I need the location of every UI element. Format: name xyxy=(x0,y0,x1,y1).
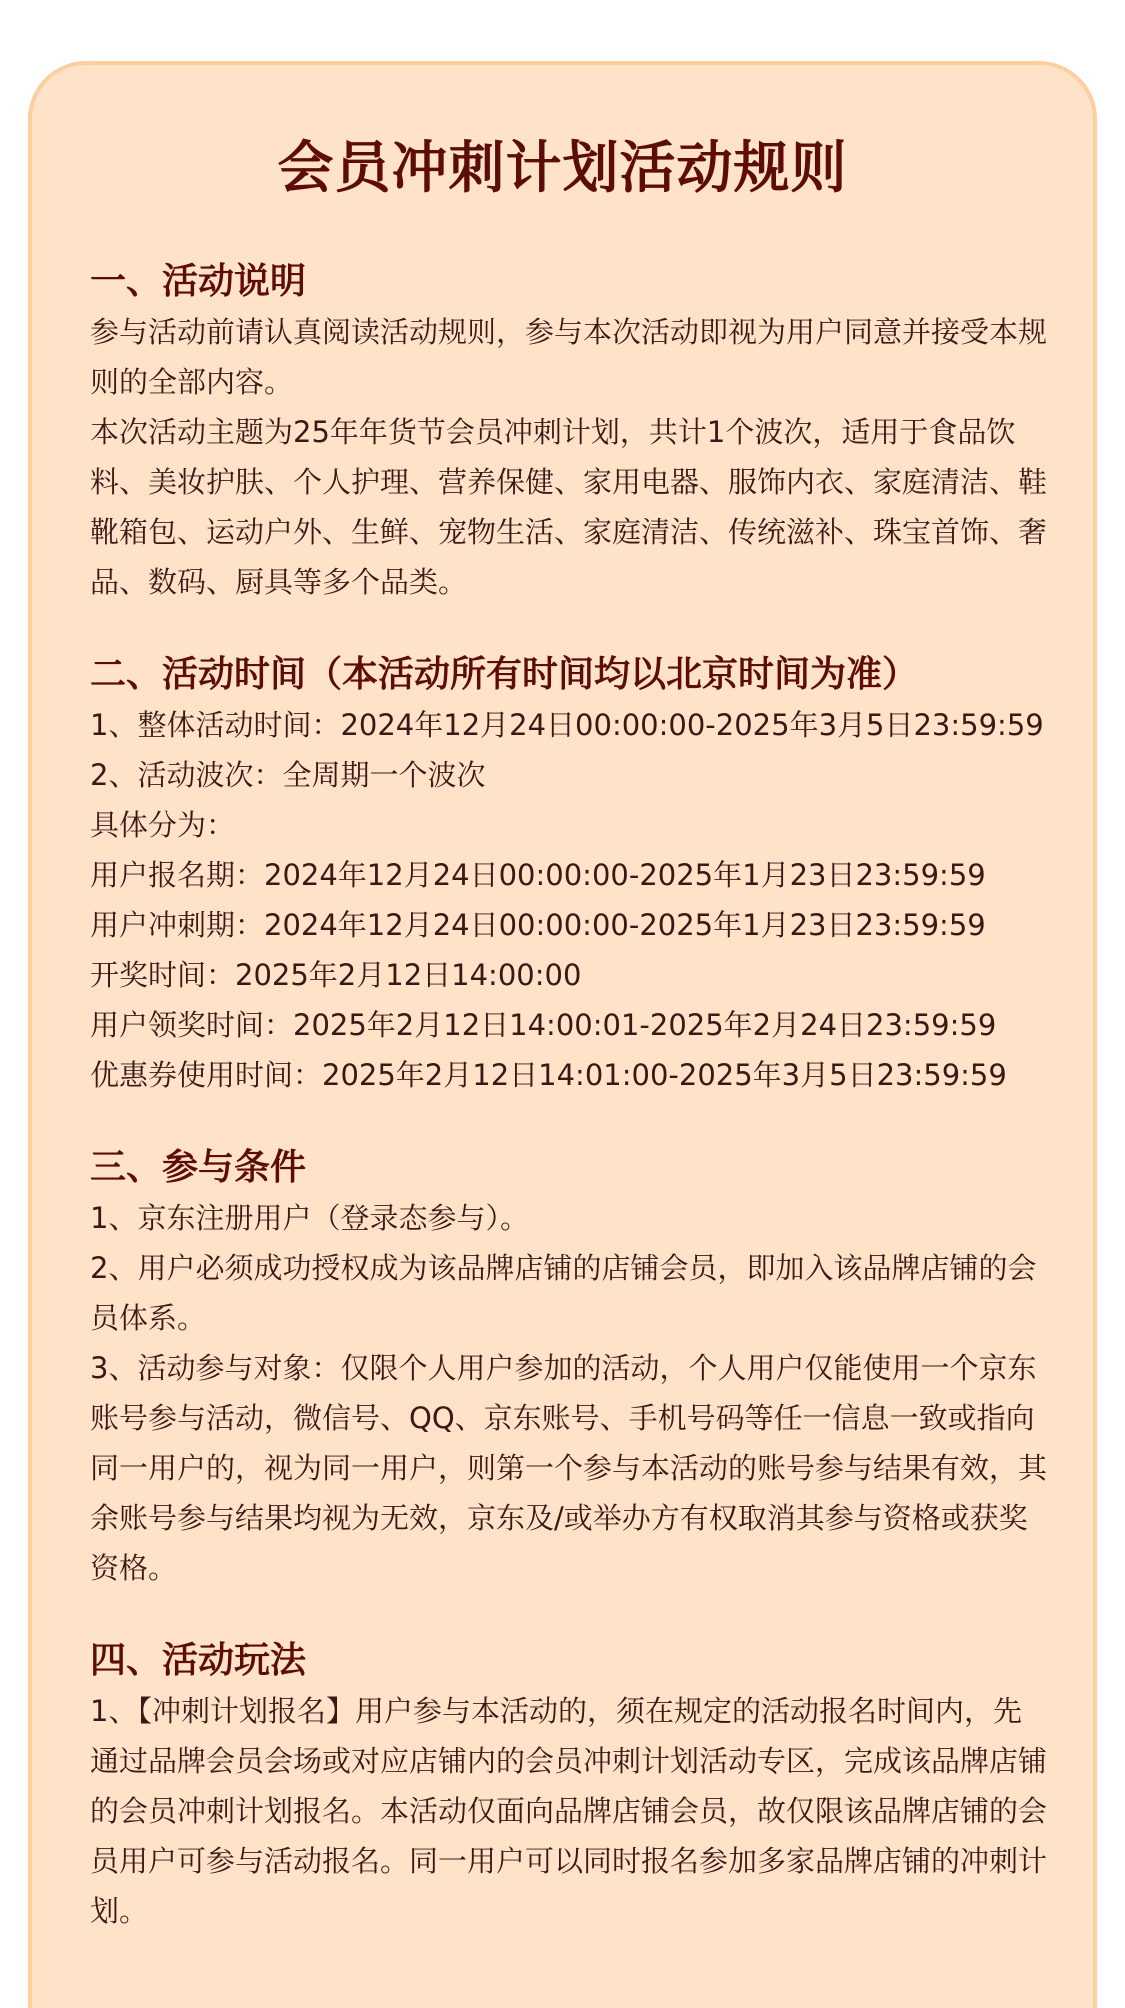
paragraph: 2、用户必须成功授权成为该品牌店铺的店铺会员，即加入该品牌店铺的会员体系。 xyxy=(90,1251,1037,1335)
paragraph: 优惠券使用时间：2025年2月12日14:01:00-2025年3月5日23:59:59 xyxy=(90,1058,1007,1092)
paragraph: 开奖时间：2025年2月12日14:00:00 xyxy=(90,958,582,992)
section-how-to-play xyxy=(90,1636,1050,1936)
paragraph: 1、京东注册用户（登录态参与）。 xyxy=(90,1201,529,1235)
paragraph: 2、活动波次：全周期一个波次 xyxy=(90,758,486,792)
section-heading: 三、参与条件 xyxy=(90,1147,307,1188)
rules-content xyxy=(90,257,1050,1979)
section-body xyxy=(90,700,1050,1100)
paragraph: 本次活动主题为25年年货节会员冲刺计划，共计1个波次，适用于食品饮料、美妆护肤、个人护理、营养保健、家用电器、服饰内衣、家庭清洁、鞋靴箱包、运动户外、生鲜、宠物生活、家庭清洁、传统滋补、珠宝首饰、奢品、数码、厨具等多个品类。 xyxy=(90,415,1048,599)
section-participation-conditions xyxy=(90,1143,1050,1593)
paragraph: 参与活动前请认真阅读活动规则，参与本次活动即视为用户同意并接受本规则的全部内容。 xyxy=(90,315,1048,399)
section-heading: 四、活动玩法 xyxy=(90,1640,307,1681)
section-heading: 二、活动时间（本活动所有时间均以北京时间为准） xyxy=(90,654,919,695)
section-body xyxy=(90,307,1050,607)
paragraph: 用户报名期：2024年12月24日00:00:00-2025年1月23日23:59:59 xyxy=(90,858,986,892)
paragraph: 1、整体活动时间：2024年12月24日00:00:00-2025年3月5日23:59:59 xyxy=(90,708,1044,742)
section-heading: 一、活动说明 xyxy=(90,261,307,302)
section-activity-time xyxy=(90,650,1050,1100)
page-title: 会员冲刺计划活动规则 xyxy=(277,136,848,201)
paragraph: 用户冲刺期：2024年12月24日00:00:00-2025年1月23日23:59:59 xyxy=(90,908,986,942)
section-body xyxy=(90,1193,1050,1593)
section-body xyxy=(90,1686,1050,1936)
paragraph: 具体分为： xyxy=(90,808,236,842)
paragraph: 3、活动参与对象：仅限个人用户参加的活动，个人用户仅能使用一个京东账号参与活动，微信号、QQ、京东账号、手机号码等任一信息一致或指向同一用户的，视为同一用户，则第一个参与本活动的账号参与结果有效，其余账号参与结果均视为无效，京东及/或举办方有权取消其参与资格或获奖资格。 xyxy=(90,1351,1048,1585)
paragraph: 用户领奖时间：2025年2月12日14:00:01-2025年2月24日23:59:59 xyxy=(90,1008,997,1042)
paragraph: 1、【冲刺计划报名】用户参与本活动的，须在规定的活动报名时间内，先通过品牌会员会场或对应店铺内的会员冲刺计划活动专区，完成该品牌店铺的会员冲刺计划报名。本活动仅面向品牌店铺会员，故仅限该品牌店铺的会员用户可参与活动报名。同一用户可以同时报名参加多家品牌店铺的冲刺计划。 xyxy=(90,1694,1048,1928)
section-activity-description xyxy=(90,257,1050,607)
